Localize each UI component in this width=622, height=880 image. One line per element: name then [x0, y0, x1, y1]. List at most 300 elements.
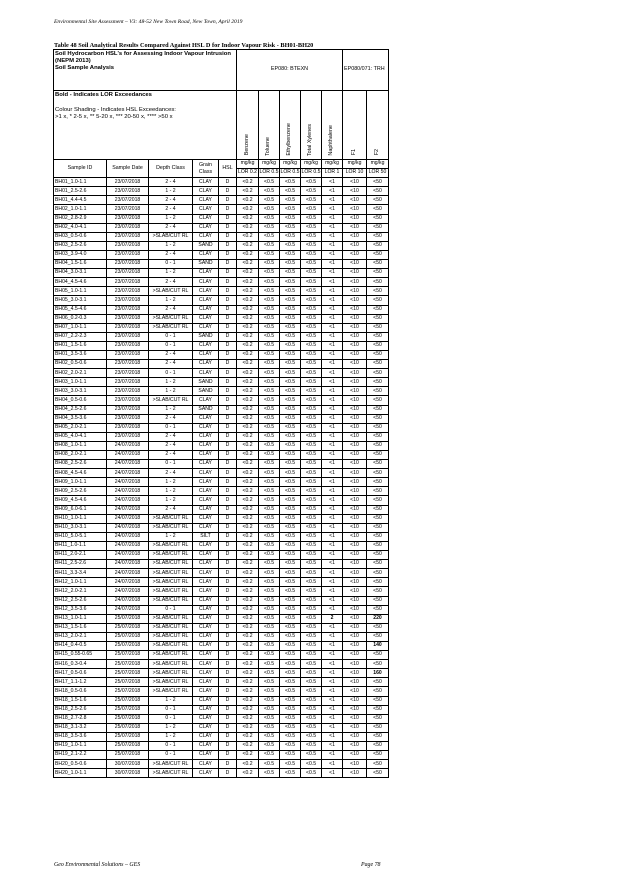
table-cell: <0.5	[301, 350, 322, 359]
table-cell: 1 - 2	[149, 487, 193, 496]
table-cell: >SLAB/CUT RL	[149, 232, 193, 241]
table-cell: D	[219, 596, 237, 605]
table-cell: D	[219, 250, 237, 259]
table-cell: BH01_1.5-1.6	[54, 341, 107, 350]
table-cell: <0.5	[259, 360, 280, 369]
table-cell: CLAY	[193, 732, 219, 741]
table-cell: 25/07/2018	[107, 705, 149, 714]
table-cell: D	[219, 769, 237, 778]
table-cell: <0.5	[301, 469, 322, 478]
table-cell: 25/07/2018	[107, 742, 149, 751]
table-cell: CLAY	[193, 296, 219, 305]
table-cell: <10	[343, 232, 367, 241]
table-cell: D	[219, 269, 237, 278]
table-cell: 23/07/2018	[107, 387, 149, 396]
table-cell: 2 - 4	[149, 205, 193, 214]
table-cell: BH20_1.0-1.1	[54, 769, 107, 778]
table-cell: D	[219, 241, 237, 250]
table-cell: 1 - 2	[149, 532, 193, 541]
table-cell: <0.5	[301, 669, 322, 678]
table-cell: <1	[322, 532, 343, 541]
table-cell: <0.5	[280, 451, 301, 460]
table-cell: <0.5	[301, 742, 322, 751]
table-cell: <10	[343, 660, 367, 669]
table-cell: <10	[343, 487, 367, 496]
table-cell: 25/07/2018	[107, 723, 149, 732]
table-cell: D	[219, 214, 237, 223]
table-cell: <0.5	[280, 732, 301, 741]
table-cell: <1	[322, 323, 343, 332]
table-cell: <0.2	[237, 296, 259, 305]
lor-cell: LOR 1	[322, 169, 343, 178]
table-cell: 0 - 1	[149, 751, 193, 760]
table-cell: <50	[367, 760, 389, 769]
table-cell: 2 - 4	[149, 178, 193, 187]
table-cell: <0.5	[280, 605, 301, 614]
table-cell: <10	[343, 723, 367, 732]
table-cell: CLAY	[193, 687, 219, 696]
table-cell: <0.5	[280, 469, 301, 478]
table-row	[54, 414, 389, 423]
table-cell: >SLAB/CUT RL	[149, 623, 193, 632]
table-cell: <0.5	[259, 396, 280, 405]
table-cell: <0.5	[280, 350, 301, 359]
table-cell: D	[219, 551, 237, 560]
table-cell: <0.5	[259, 423, 280, 432]
table-cell: <0.2	[237, 487, 259, 496]
table-cell: 24/07/2018	[107, 523, 149, 532]
legend-cell	[54, 91, 237, 160]
table-cell: <0.5	[301, 496, 322, 505]
table-row	[54, 732, 389, 741]
analyte-header: F1	[343, 91, 367, 160]
table-cell: <1	[322, 669, 343, 678]
table-row	[54, 214, 389, 223]
table-cell: BH05_3.0-3.1	[54, 296, 107, 305]
table-cell: 2 - 4	[149, 505, 193, 514]
table-cell: <50	[367, 296, 389, 305]
table-cell: D	[219, 396, 237, 405]
table-cell: <1	[322, 641, 343, 650]
analyte-header: Total Xylenes	[301, 91, 322, 160]
table-cell: >SLAB/CUT RL	[149, 769, 193, 778]
table-cell: BH11_2.5-2.6	[54, 560, 107, 569]
table-row	[54, 196, 389, 205]
table-row	[54, 332, 389, 341]
table-row	[54, 532, 389, 541]
table-cell: <0.5	[259, 205, 280, 214]
table-cell: <0.5	[280, 660, 301, 669]
table-cell: <1	[322, 178, 343, 187]
table-cell: 23/07/2018	[107, 314, 149, 323]
table-row	[54, 341, 389, 350]
table-cell: <10	[343, 205, 367, 214]
table-cell: <0.5	[301, 732, 322, 741]
table-cell: CLAY	[193, 451, 219, 460]
table-cell: <0.2	[237, 641, 259, 650]
table-cell: 23/07/2018	[107, 305, 149, 314]
table-cell: 25/07/2018	[107, 687, 149, 696]
table-cell: <0.5	[301, 760, 322, 769]
table-body	[54, 178, 389, 778]
table-cell: 25/07/2018	[107, 632, 149, 641]
table-cell: <0.5	[259, 651, 280, 660]
table-cell: <1	[322, 769, 343, 778]
table-cell: D	[219, 687, 237, 696]
table-row	[54, 250, 389, 259]
table-cell: <0.5	[259, 214, 280, 223]
lor-cell: LOR 50	[367, 169, 389, 178]
table-cell: CLAY	[193, 487, 219, 496]
table-cell: <10	[343, 241, 367, 250]
table-row	[54, 451, 389, 460]
table-cell: <1	[322, 360, 343, 369]
table-cell: <0.5	[301, 296, 322, 305]
table-cell: <0.5	[280, 405, 301, 414]
table-cell: <0.2	[237, 669, 259, 678]
table-cell: <0.5	[259, 578, 280, 587]
table-cell: 1 - 2	[149, 187, 193, 196]
table-cell: CLAY	[193, 360, 219, 369]
table-cell: BH01_1.0-1.1	[54, 178, 107, 187]
table-cell: <0.5	[259, 369, 280, 378]
table-cell: CLAY	[193, 423, 219, 432]
table-cell: 2 - 4	[149, 414, 193, 423]
table-cell: BH17_1.1-1.2	[54, 678, 107, 687]
table-cell: 2 - 4	[149, 196, 193, 205]
table-cell: <0.2	[237, 305, 259, 314]
analyte-header: Ethylbenzene	[280, 91, 301, 160]
table-cell: <0.2	[237, 205, 259, 214]
table-cell: BH03_3.0-3.1	[54, 387, 107, 396]
table-cell: BH03_1.0-1.1	[54, 378, 107, 387]
table-cell: CLAY	[193, 669, 219, 678]
table-row	[54, 287, 389, 296]
table-cell: 0 - 1	[149, 605, 193, 614]
table-cell: BH14_0.4-0.5	[54, 641, 107, 650]
unit-cell: mg/kg	[343, 160, 367, 169]
table-cell: CLAY	[193, 205, 219, 214]
table-cell: <10	[343, 441, 367, 450]
table-cell: CLAY	[193, 396, 219, 405]
table-cell: <1	[322, 223, 343, 232]
table-cell: <0.5	[280, 487, 301, 496]
table-cell: <50	[367, 469, 389, 478]
table-cell: <0.5	[301, 605, 322, 614]
table-cell: <0.2	[237, 605, 259, 614]
table-cell: <0.5	[280, 760, 301, 769]
table-cell: <50	[367, 605, 389, 614]
table-cell: 0 - 1	[149, 705, 193, 714]
table-cell: D	[219, 678, 237, 687]
table-cell: <10	[343, 523, 367, 532]
table-cell: 23/07/2018	[107, 196, 149, 205]
table-cell: <0.5	[280, 214, 301, 223]
table-row	[54, 623, 389, 632]
table-row	[54, 469, 389, 478]
footer-company: Geo Environmental Solutions – GES	[54, 862, 141, 868]
table-cell: <50	[367, 441, 389, 450]
table-cell: <10	[343, 341, 367, 350]
table-cell: <50	[367, 769, 389, 778]
table-cell: BH04_3.0-3.1	[54, 269, 107, 278]
analyte-header: Benzene	[237, 91, 259, 160]
table-cell: 2 - 4	[149, 278, 193, 287]
table-cell: <0.5	[259, 587, 280, 596]
table-cell: BH08_2.0-2.1	[54, 451, 107, 460]
analyte-header: Toluene	[259, 91, 280, 160]
table-cell: BH02_1.0-1.1	[54, 205, 107, 214]
table-cell: <0.5	[259, 451, 280, 460]
table-cell: 140	[367, 641, 389, 650]
table-cell: 1 - 2	[149, 732, 193, 741]
table-cell: BH04_3.5-3.6	[54, 414, 107, 423]
table-cell: <0.2	[237, 705, 259, 714]
table-cell: <50	[367, 523, 389, 532]
table-cell: <10	[343, 469, 367, 478]
table-cell: CLAY	[193, 651, 219, 660]
table-cell: <1	[322, 523, 343, 532]
table-cell: <0.5	[280, 396, 301, 405]
table-cell: <0.2	[237, 405, 259, 414]
table-cell: <1	[322, 387, 343, 396]
table-cell: BH05_4.0-4.1	[54, 432, 107, 441]
table-cell: D	[219, 414, 237, 423]
table-cell: D	[219, 341, 237, 350]
table-cell: <50	[367, 414, 389, 423]
table-cell: BH08_4.5-4.6	[54, 469, 107, 478]
table-cell: BH05_2.0-2.1	[54, 423, 107, 432]
table-cell: 25/07/2018	[107, 732, 149, 741]
table-cell: D	[219, 314, 237, 323]
table-cell: BH18_0.5-0.6	[54, 687, 107, 696]
table-cell: <50	[367, 714, 389, 723]
table-cell: <50	[367, 196, 389, 205]
table-cell: <0.5	[301, 505, 322, 514]
table-cell: <0.5	[301, 414, 322, 423]
table-cell: D	[219, 360, 237, 369]
table-cell: 24/07/2018	[107, 541, 149, 550]
table-cell: <0.2	[237, 714, 259, 723]
table-cell: <0.5	[280, 296, 301, 305]
table-cell: CLAY	[193, 514, 219, 523]
table-cell: <1	[322, 269, 343, 278]
table-cell: <10	[343, 305, 367, 314]
table-row	[54, 723, 389, 732]
table-cell: BH07_2.2-2.3	[54, 332, 107, 341]
table-cell: D	[219, 714, 237, 723]
table-cell: <0.5	[301, 378, 322, 387]
table-row	[54, 605, 389, 614]
table-cell: <0.5	[259, 596, 280, 605]
table-cell: BH05_4.5-4.6	[54, 305, 107, 314]
table-cell: <10	[343, 214, 367, 223]
table-cell: CLAY	[193, 505, 219, 514]
table-cell: <1	[322, 660, 343, 669]
table-cell: BH03_2.5-2.6	[54, 241, 107, 250]
table-cell: <0.5	[301, 323, 322, 332]
table-cell: 25/07/2018	[107, 641, 149, 650]
table-cell: BH13_1.0-1.1	[54, 614, 107, 623]
table-cell: BH04_2.5-2.6	[54, 405, 107, 414]
table-cell: <0.5	[301, 487, 322, 496]
table-cell: D	[219, 432, 237, 441]
table-cell: <0.2	[237, 451, 259, 460]
table-cell: CLAY	[193, 323, 219, 332]
table-cell: CLAY	[193, 496, 219, 505]
table-cell: 23/07/2018	[107, 232, 149, 241]
table-cell: <0.5	[301, 287, 322, 296]
table-cell: <10	[343, 560, 367, 569]
table-cell: <50	[367, 742, 389, 751]
table-cell: BH10_5.0-5.1	[54, 532, 107, 541]
table-cell: D	[219, 578, 237, 587]
table-cell: 24/07/2018	[107, 469, 149, 478]
table-cell: CLAY	[193, 614, 219, 623]
table-cell: <0.2	[237, 360, 259, 369]
table-cell: <0.5	[301, 560, 322, 569]
table-cell: <1	[322, 505, 343, 514]
table-cell: <1	[322, 751, 343, 760]
table-cell: 0 - 1	[149, 341, 193, 350]
table-cell: 2 - 4	[149, 223, 193, 232]
table-cell: <0.5	[280, 569, 301, 578]
table-cell: <10	[343, 687, 367, 696]
col-depth-class: Depth Class	[149, 160, 193, 178]
table-cell: CLAY	[193, 214, 219, 223]
table-cell: <0.2	[237, 369, 259, 378]
table-cell: <50	[367, 241, 389, 250]
table-cell: 23/07/2018	[107, 378, 149, 387]
table-cell: >SLAB/CUT RL	[149, 560, 193, 569]
table-row	[54, 596, 389, 605]
table-cell: <10	[343, 269, 367, 278]
table-cell: <0.5	[259, 296, 280, 305]
table-cell: D	[219, 569, 237, 578]
table-cell: <0.2	[237, 423, 259, 432]
table-cell: 1 - 2	[149, 214, 193, 223]
table-cell: 24/07/2018	[107, 605, 149, 614]
table-cell: <1	[322, 305, 343, 314]
table-cell: CLAY	[193, 350, 219, 359]
table-cell: 2 - 4	[149, 432, 193, 441]
table-cell: BH10_1.0-1.1	[54, 514, 107, 523]
table-cell: CLAY	[193, 278, 219, 287]
table-cell: <1	[322, 696, 343, 705]
table-cell: <1	[322, 469, 343, 478]
table-cell: <0.5	[259, 350, 280, 359]
table-cell: D	[219, 532, 237, 541]
table-cell: <10	[343, 414, 367, 423]
table-cell: <10	[343, 532, 367, 541]
table-cell: CLAY	[193, 578, 219, 587]
table-cell: <0.5	[259, 496, 280, 505]
table-cell: <50	[367, 596, 389, 605]
table-cell: <1	[322, 651, 343, 660]
table-row	[54, 678, 389, 687]
table-cell: <10	[343, 278, 367, 287]
table-cell: <1	[322, 341, 343, 350]
table-cell: <1	[322, 423, 343, 432]
table-cell: BH01_2.5-2.6	[54, 187, 107, 196]
table-cell: CLAY	[193, 187, 219, 196]
table-cell: <10	[343, 196, 367, 205]
table-cell: <0.5	[259, 687, 280, 696]
table-cell: D	[219, 669, 237, 678]
col-sample-id: Sample ID	[54, 160, 107, 178]
table-cell: <1	[322, 678, 343, 687]
table-cell: D	[219, 496, 237, 505]
table-cell: <50	[367, 496, 389, 505]
table-cell: <0.5	[301, 360, 322, 369]
table-cell: <0.5	[280, 496, 301, 505]
table-cell: SAND	[193, 378, 219, 387]
table-cell: 24/07/2018	[107, 514, 149, 523]
table-cell: CLAY	[193, 605, 219, 614]
table-cell: CLAY	[193, 596, 219, 605]
table-cell: <0.5	[301, 441, 322, 450]
table-cell: 1 - 2	[149, 378, 193, 387]
table-cell: <0.5	[259, 705, 280, 714]
table-cell: <1	[322, 514, 343, 523]
table-cell: <1	[322, 441, 343, 450]
table-cell: BH12_2.5-2.6	[54, 596, 107, 605]
table-cell: <0.5	[259, 505, 280, 514]
table-cell: <0.5	[301, 396, 322, 405]
table-row	[54, 560, 389, 569]
table-cell: CLAY	[193, 460, 219, 469]
table-cell: <50	[367, 651, 389, 660]
table-cell: 30/07/2018	[107, 769, 149, 778]
table-cell: <50	[367, 478, 389, 487]
table-cell: CLAY	[193, 569, 219, 578]
table-cell: <0.5	[280, 705, 301, 714]
table-cell: SAND	[193, 241, 219, 250]
table-cell: 24/07/2018	[107, 451, 149, 460]
table-cell: <1	[322, 350, 343, 359]
table-cell: CLAY	[193, 751, 219, 760]
table-cell: <1	[322, 396, 343, 405]
table-cell: <0.2	[237, 187, 259, 196]
table-cell: SAND	[193, 332, 219, 341]
table-cell: <10	[343, 250, 367, 259]
table-cell: 23/07/2018	[107, 178, 149, 187]
table-cell: <0.5	[301, 614, 322, 623]
table-cell: BH09_6.0-6.1	[54, 505, 107, 514]
table-cell: CLAY	[193, 287, 219, 296]
table-cell: 25/07/2018	[107, 614, 149, 623]
table-cell: <10	[343, 623, 367, 632]
table-cell: >SLAB/CUT RL	[149, 678, 193, 687]
table-cell: SAND	[193, 405, 219, 414]
table-cell: <10	[343, 332, 367, 341]
table-cell: BH01_3.5-3.6	[54, 350, 107, 359]
table-cell: D	[219, 196, 237, 205]
table-cell: <1	[322, 560, 343, 569]
table-cell: >SLAB/CUT RL	[149, 687, 193, 696]
table-cell: BH11_1.0-1.1	[54, 541, 107, 550]
table-cell: 23/07/2018	[107, 341, 149, 350]
table-cell: 24/07/2018	[107, 551, 149, 560]
table-cell: <50	[367, 751, 389, 760]
table-cell: <0.2	[237, 278, 259, 287]
table-cell: 1 - 2	[149, 496, 193, 505]
table-cell: BH18_2.7-2.8	[54, 714, 107, 723]
unit-cell: mg/kg	[301, 160, 322, 169]
table-cell: BH16_0.3-0.4	[54, 660, 107, 669]
table-cell: >SLAB/CUT RL	[149, 514, 193, 523]
table-cell: D	[219, 469, 237, 478]
